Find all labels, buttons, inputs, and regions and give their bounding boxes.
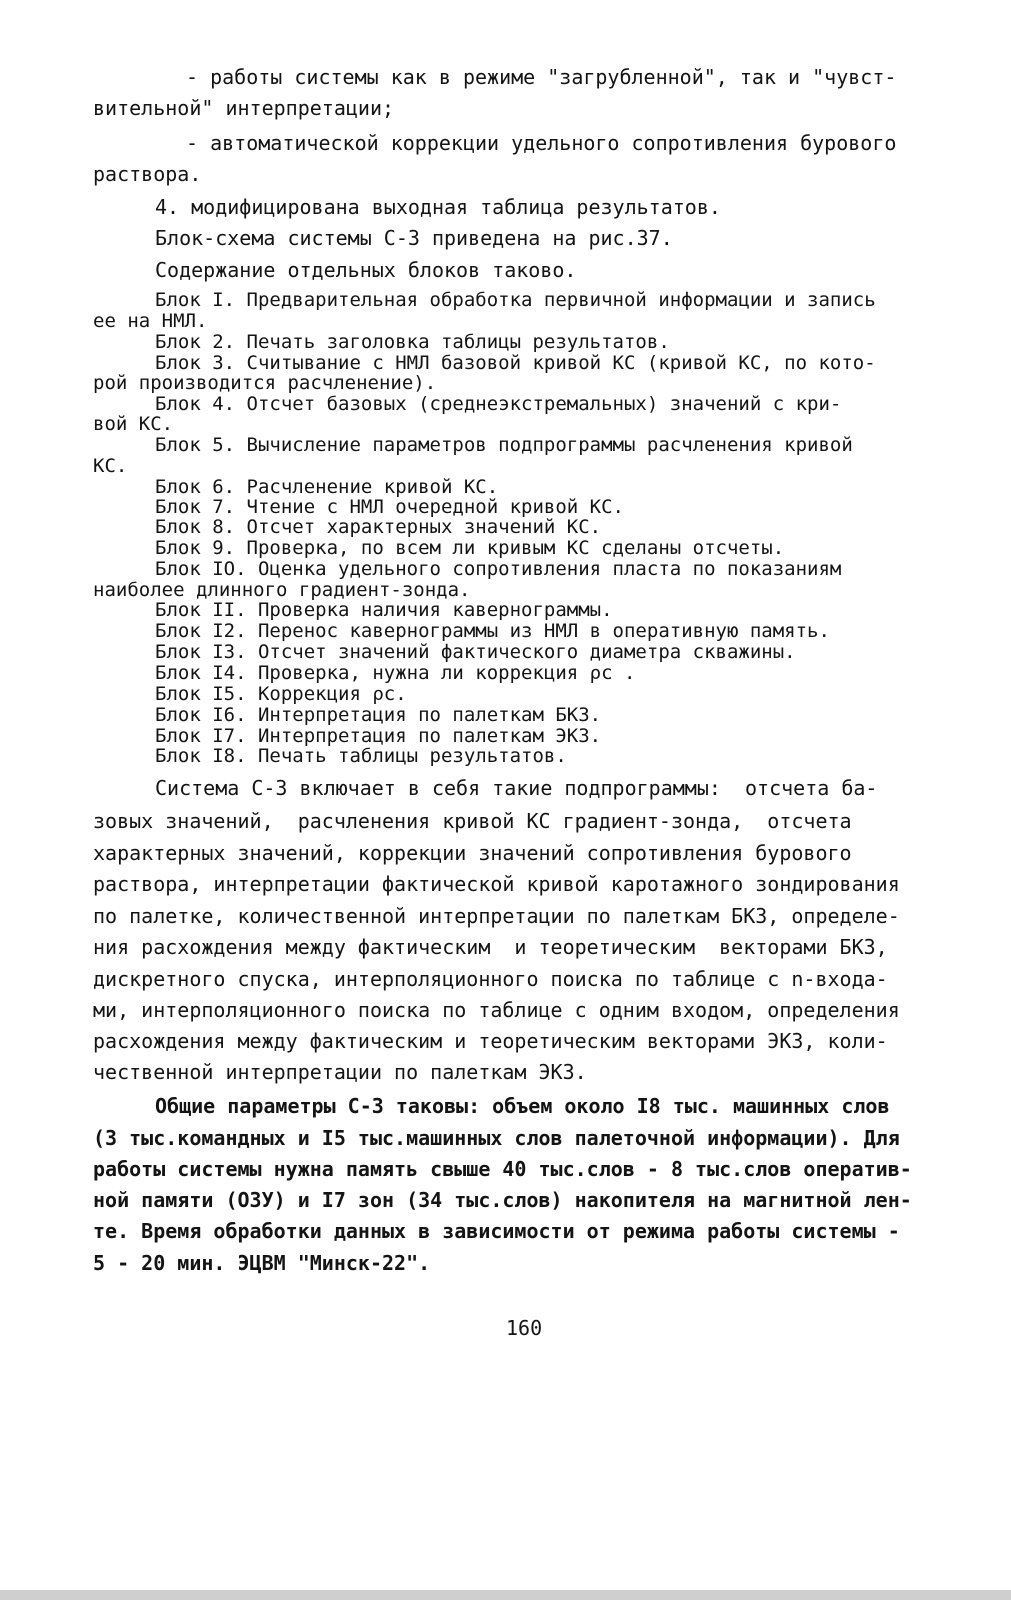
block-line: Блок II. Проверка наличия кавернограммы. xyxy=(155,599,613,621)
text-line: по палетке, количественной интерпретации по палеткам БКЗ, определе- xyxy=(93,904,900,928)
text-line: Содержание отдельных блоков таково. xyxy=(155,258,577,282)
text-line: Общие параметры С-3 таковы: объем около I8 тыс. машинных слов xyxy=(155,1094,890,1118)
text-line: ми, интерполяционного поиска по таблице с одним входом, определения xyxy=(93,998,900,1022)
block-line: Блок 2. Печать заголовка таблицы результатов. xyxy=(155,331,670,353)
text-line: дискретного спуска, интерполяционного поиска по таблице с n-входа- xyxy=(93,967,888,991)
block-line: Блок I2. Перенос кавернограммы из НМЛ в оперативную память. xyxy=(155,620,830,642)
block-line: наиболее длинного градиент-зонда. xyxy=(93,579,471,601)
block-line: ее на НМЛ. xyxy=(93,310,208,332)
text-line: те. Время обработки данных в зависимости от режима работы системы - xyxy=(93,1219,900,1243)
text-line: расхождения между фактическим и теоретическим векторами ЭКЗ, коли- xyxy=(93,1029,888,1053)
block-line: рой производится расчленение). xyxy=(93,372,437,394)
block-line: Блок 3. Считывание с НМЛ базовой кривой КС (кривой КС, по кото- xyxy=(155,352,876,374)
text-line: раствора. xyxy=(93,162,202,186)
text-line: работы системы нужна память свыше 40 тыс.слов - 8 тыс.слов оператив- xyxy=(93,1157,912,1181)
block-line: Блок 9. Проверка, по всем ли кривым КС сделаны отсчеты. xyxy=(155,537,785,559)
block-line: Блок I6. Интерпретация по палеткам БКЗ. xyxy=(155,704,602,726)
text-line: чественной интерпретации по палеткам ЭКЗ. xyxy=(93,1060,587,1084)
block-line: вой КС. xyxy=(93,413,174,435)
block-line: Блок I5. Коррекция ρс. xyxy=(155,683,407,705)
page-number: 160 xyxy=(506,1316,543,1340)
block-line: Блок 5. Вычисление параметров подпрограммы расчленения кривой xyxy=(155,434,853,456)
block-line: Блок I8. Печать таблицы результатов. xyxy=(155,745,567,767)
scan-edge xyxy=(0,1590,1011,1600)
text-line: 5 - 20 мин. ЭЦВМ "Минск-22". xyxy=(93,1251,431,1275)
text-line: раствора, интерпретации фактической кривой каротажного зондирования xyxy=(93,872,900,896)
block-line: Блок I4. Проверка, нужна ли коррекция ρс . xyxy=(155,662,636,684)
text-line: характерных значений, коррекции значений сопротивления бурового xyxy=(93,841,852,865)
block-line: Блок I. Предварительная обработка первичной информации и запись xyxy=(155,289,876,311)
block-line: Блок 6. Расчленение кривой КС. xyxy=(155,476,499,498)
block-line: Блок IO. Оценка удельного сопротивления пласта по показаниям xyxy=(155,558,842,580)
block-line: Блок 4. Отсчет базовых (среднеэкстремальных) значений с кри- xyxy=(155,393,842,415)
text-line: - автоматической коррекции удельного сопротивления бурового xyxy=(186,131,897,155)
text-line: (3 тыс.командных и I5 тыс.машинных слов палеточной информации). Для xyxy=(93,1126,900,1150)
block-line: Блок 7. Чтение с НМЛ очередной кривой КС. xyxy=(155,496,624,518)
text-line: - работы системы как в режиме "загрубленной", так и "чувст- xyxy=(186,65,897,89)
text-line: зовых значений, расчленения кривой КС градиент-зонда, отсчета xyxy=(93,809,852,833)
block-line: КС. xyxy=(93,455,128,477)
text-line: Блок-схема системы С-3 приведена на рис.37. xyxy=(155,226,673,250)
block-line: Блок I3. Отсчет значений фактического диаметра скважины. xyxy=(155,641,796,663)
block-line: Блок 8. Отсчет характерных значений КС. xyxy=(155,516,602,538)
text-line: ния расхождения между фактическим и теоретическим векторами БКЗ, xyxy=(93,935,888,959)
text-line: вительной" интерпретации; xyxy=(93,96,395,120)
text-line: ной памяти (ОЗУ) и I7 зон (34 тыс.слов) накопителя на магнитной лен- xyxy=(93,1188,912,1212)
text-line: 4. модифицирована выходная таблица результатов. xyxy=(155,195,721,219)
text-line: Система С-3 включает в себя такие подпрограммы: отсчета ба- xyxy=(155,776,878,800)
block-line: Блок I7. Интерпретация по палеткам ЭКЗ. xyxy=(155,725,602,747)
